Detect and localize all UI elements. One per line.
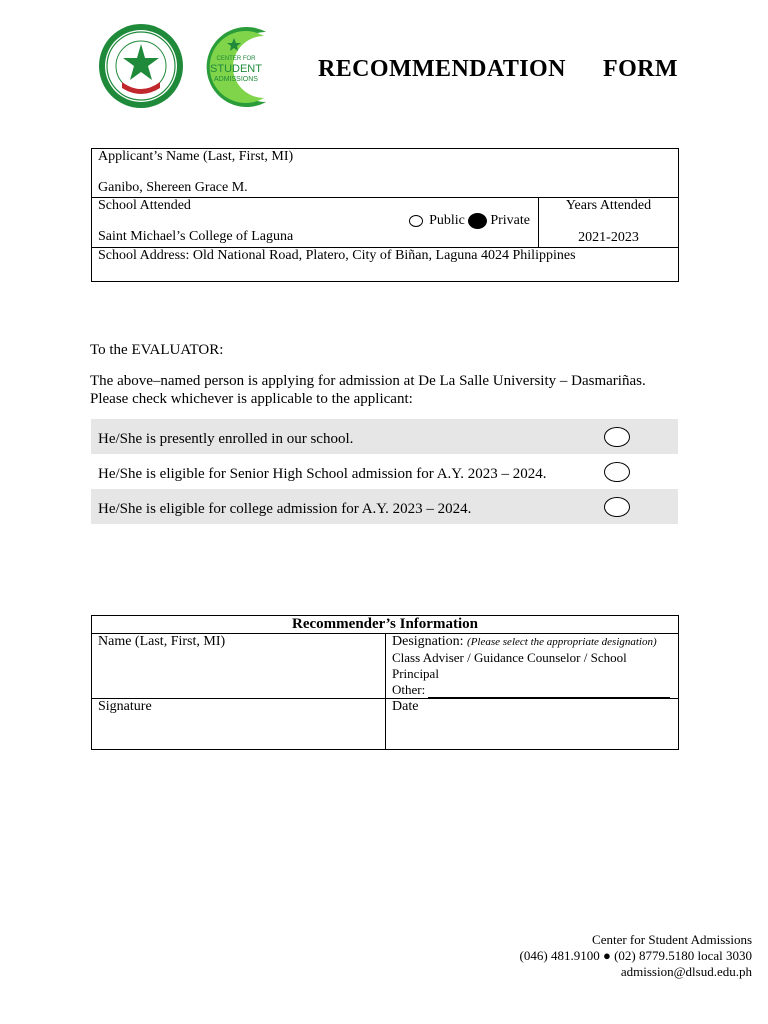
footer-phone-1: (046) 481.9100 (519, 948, 600, 963)
applicant-name-label: Applicant’s Name (Last, First, MI) (98, 149, 294, 164)
footer-phones (520, 948, 752, 964)
logo-text-line3: ADMISSIONS (214, 76, 258, 83)
applicant-name-cell[interactable] (92, 149, 679, 198)
school-attended-value: Saint Michael’s College of Laguna (98, 229, 294, 245)
check-circle-enrolled[interactable] (604, 427, 630, 447)
applicant-info-table (91, 148, 679, 282)
other-label: Other: (392, 682, 426, 697)
private-radio-selected[interactable] (468, 213, 487, 229)
check-circle-shs[interactable] (604, 462, 630, 482)
designation-label: Designation (392, 634, 460, 649)
check-label-college: He/She is eligible for college admission for A.Y. 2023 – 2024. (98, 501, 472, 517)
check-row-enrolled (91, 419, 678, 454)
date-cell[interactable] (386, 699, 679, 750)
date-label: Date (392, 699, 419, 714)
footer-office: Center for Student Admissions (592, 932, 752, 947)
school-attended-label: School Attended (98, 198, 191, 213)
check-row-shs (91, 454, 678, 489)
intro-line-1: The above–named person is applying for admission at De La Salle University – Dasmariñas. (90, 373, 646, 389)
check-label-shs: He/She is eligible for Senior High School admission for A.Y. 2023 – 2024. (98, 466, 547, 482)
applicant-name-value: Ganibo, Shereen Grace M. (98, 180, 248, 195)
other-input-line[interactable] (428, 686, 670, 698)
check-row-college (91, 489, 678, 524)
years-attended-cell[interactable] (539, 198, 679, 248)
university-seal-logo (98, 22, 184, 110)
check-label-enrolled: He/She is presently enrolled in our school. (98, 431, 354, 447)
designation-cell[interactable]: Designation: (Please select the appropriate designation) Class Adviser / Guidance Counselor / School Principal Other: (386, 634, 679, 699)
public-label: Public (429, 213, 465, 229)
footer-contact (520, 932, 752, 980)
years-attended-value: 2021-2023 (578, 230, 639, 245)
school-attended-cell[interactable] (92, 198, 539, 248)
logo-text-line1: CENTER FOR (216, 56, 256, 62)
footer-email[interactable]: admission@dlsud.edu.ph (620, 964, 752, 979)
intro-line-2: Please check whichever is applicable to the applicant: (90, 391, 413, 407)
school-address-cell[interactable] (92, 248, 679, 282)
logo-text-line2: STUDENT (210, 63, 262, 75)
years-attended-label: Years Attended (565, 198, 652, 213)
recommender-name-label: Name (Last, First, MI) (98, 634, 226, 649)
designation-note: (Please select the appropriate designation) (467, 636, 657, 648)
public-radio[interactable] (409, 215, 423, 227)
school-address-text: School Address: Old National Road, Platero, City of Biñan, Laguna 4024 Philippines (98, 248, 576, 263)
school-type-options (98, 213, 532, 229)
intro-paragraph (90, 372, 646, 408)
designation-options: Class Adviser / Guidance Counselor / School Principal (392, 650, 627, 681)
applicability-checklist (91, 419, 678, 524)
form-title: RECOMMENDATION FORM (318, 56, 678, 82)
private-label: Private (490, 213, 530, 229)
student-admissions-logo (188, 24, 270, 110)
signature-cell[interactable] (92, 699, 386, 750)
recommender-name-cell[interactable] (92, 634, 386, 699)
recommender-header: Recommender’s Information (92, 616, 679, 634)
bullet-icon: ● (602, 948, 611, 963)
footer-phone-2: (02) 8779.5180 local 3030 (614, 948, 752, 963)
check-circle-college[interactable] (604, 497, 630, 517)
recommender-info-table (91, 615, 679, 750)
signature-label: Signature (98, 699, 152, 714)
evaluator-greeting: To the EVALUATOR: (90, 342, 224, 358)
